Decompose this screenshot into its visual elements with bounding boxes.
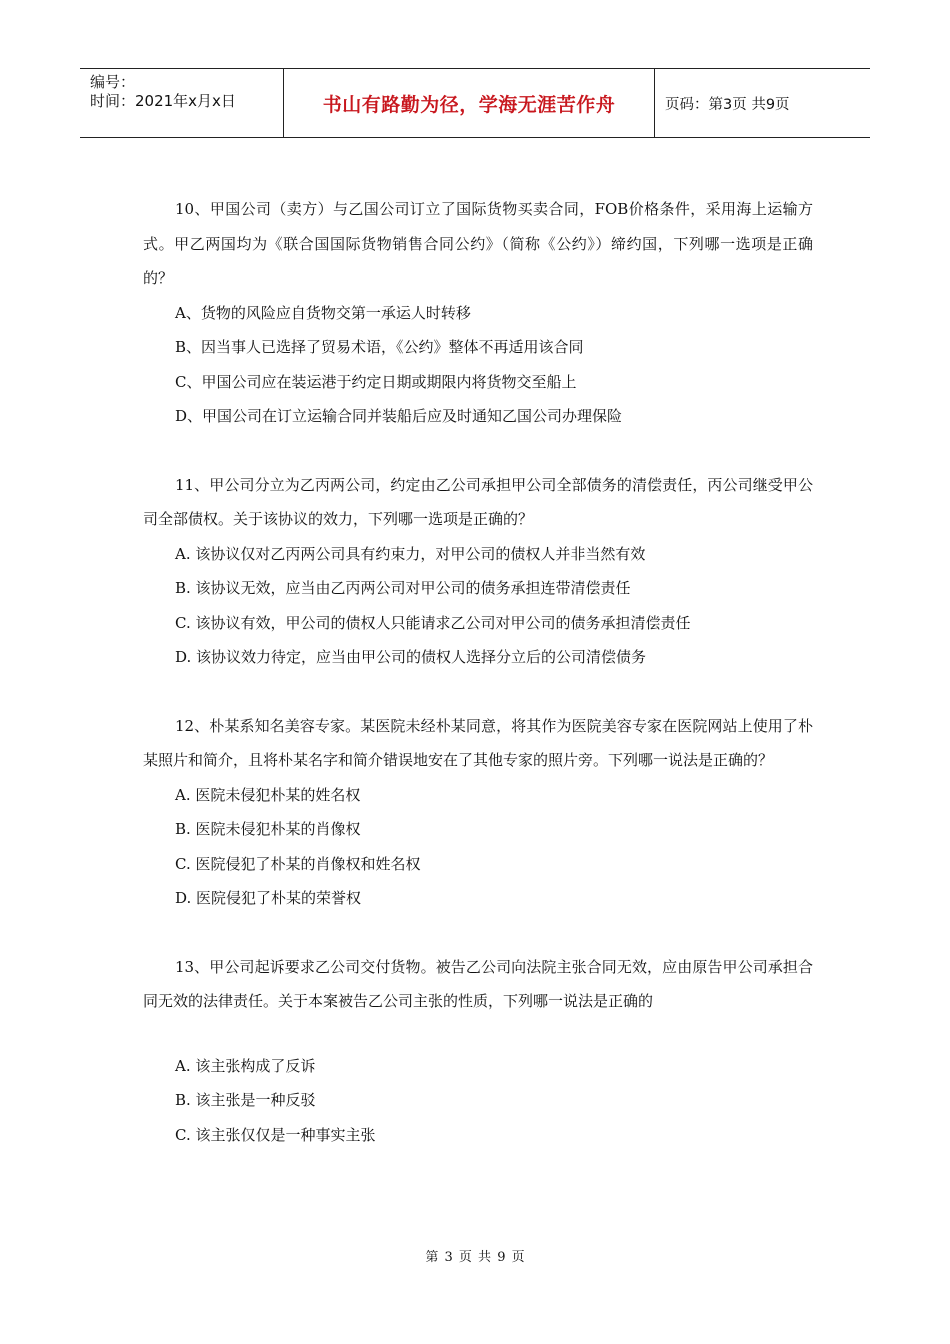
question-stem: 11、甲公司分立为乙丙两公司，约定由乙公司承担甲公司全部债务的清偿责任，丙公司继受甲公司全部债权。关于该协议的效力，下列哪一选项是正确的？ <box>143 475 813 528</box>
page-header <box>80 68 870 138</box>
question-option: D. 医院侵犯了朴某的荣誉权 <box>175 889 362 907</box>
question-option: D、甲国公司在订立运输合同并装船后应及时通知乙国公司办理保险 <box>175 407 623 425</box>
question-11 <box>143 468 813 675</box>
header-motto-cell <box>283 69 655 137</box>
question-option: C. 该主张仅仅是一种事实主张 <box>175 1125 376 1144</box>
document-time-label: 时间：2021年x月x日 <box>90 92 236 110</box>
question-option: B. 该协议无效，应当由乙丙两公司对甲公司的债务承担连带清偿责任 <box>175 579 631 597</box>
page-footer: 第 3 页 共 9 页 <box>425 1250 525 1265</box>
question-stem: 12、朴某系知名美容专家。某医院未经朴某同意，将其作为医院美容专家在医院网站上使用了朴某照片和简介，且将朴某名字和简介错误地安在了其他专家的照片旁。下列哪一说法是正确的？ <box>143 716 813 769</box>
answer-blank-space <box>143 1019 813 1049</box>
question-13 <box>143 950 813 1153</box>
question-option: B. 医院未侵犯朴某的肖像权 <box>175 820 361 838</box>
question-option: C. 该协议有效，甲公司的债权人只能请求乙公司对甲公司的债务承担清偿责任 <box>175 613 691 632</box>
question-stem: 10、甲国公司（卖方）与乙国公司订立了国际货物买卖合同，FOB价格条件，采用海上运输方式。甲乙两国均为《联合国国际货物销售合同公约》（简称《公约》）缔约国，下列哪一选项是正确的？ <box>143 200 813 287</box>
header-page-cell <box>655 69 870 137</box>
question-option: A、货物的风险应自货物交第一承运人时转移 <box>175 303 471 322</box>
question-option: B. 该主张是一种反驳 <box>175 1091 316 1109</box>
question-option: A. 该协议仅对乙丙两公司具有约束力，对甲公司的债权人并非当然有效 <box>175 544 646 563</box>
question-option: B、因当事人已选择了贸易术语，《公约》整体不再适用该合同 <box>175 338 584 356</box>
question-option: A. 医院未侵犯朴某的姓名权 <box>175 785 361 804</box>
document-code-label: 编号： <box>90 73 136 91</box>
question-stem: 13、甲公司起诉要求乙公司交付货物。被告乙公司向法院主张合同无效，应由原告甲公司承担合同无效的法律责任。关于本案被告乙公司主张的性质，下列哪一说法是正确的 <box>143 957 813 1010</box>
header-motto: 书山有路勤为径，学海无涯苦作舟 <box>322 93 616 116</box>
question-10 <box>143 192 813 434</box>
header-page-info: 页码：第3页 共9页 <box>665 96 790 113</box>
question-option: A. 该主张构成了反诉 <box>175 1056 316 1075</box>
document-body <box>143 192 813 1186</box>
question-12 <box>143 709 813 916</box>
question-option: C. 医院侵犯了朴某的肖像权和姓名权 <box>175 854 421 873</box>
question-option: D. 该协议效力待定，应当由甲公司的债权人选择分立后的公司清偿债务 <box>175 648 647 666</box>
question-option: C、甲国公司应在装运港于约定日期或期限内将货物交至船上 <box>175 372 577 391</box>
header-left-cell <box>80 69 283 137</box>
